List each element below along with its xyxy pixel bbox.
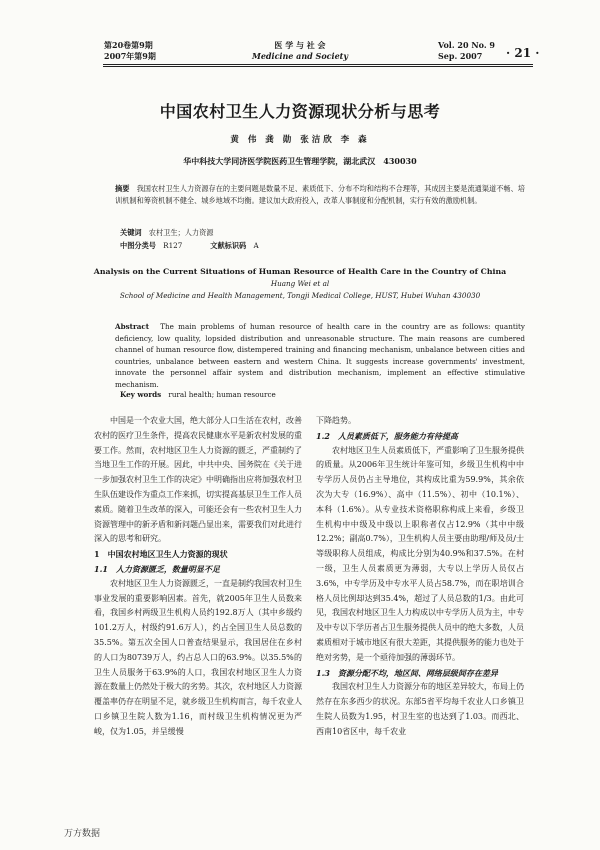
- clc-value: R127: [163, 241, 183, 250]
- keywords-en: [120, 389, 276, 400]
- keywords-en-text: rural health; human resource: [168, 390, 276, 399]
- header-rule-thin: [103, 66, 533, 67]
- body-column-right: [316, 414, 524, 740]
- abstract-en-text: The main problems of human resource of health care in the country are as follows: quantity deficiency, low quality, lopsided distribution and unreasonable structure. The main reasons are cumbered channel of human resource flow, distempered training and financing mechanism, unbalance between cities and countries, unbalance between eastern and western China. It suggests increase governments' investment, innovate the personnel affair system and distribution mechanism, implement an effective stimulative mechanism.: [115, 322, 525, 389]
- section-1-3-heading: 1.3 资源分配不均，地区间、网络层级间存在差异: [316, 667, 498, 678]
- clc-label: 中图分类号: [120, 241, 156, 250]
- journal-name-en: Medicine and Society: [251, 51, 348, 61]
- volume-issue-cn: 第20卷第9期: [104, 40, 153, 50]
- english-affiliation: School of Medicine and Health Management, Tongji Medical College, HUST, Hubei Wuhan 430030: [119, 291, 481, 300]
- section-1-2-heading: 1.2 人员素质低下，服务能力有待提高: [316, 430, 458, 441]
- header-volume-en: [438, 40, 495, 62]
- page-number: · 21 ·: [506, 46, 540, 60]
- keywords-cn: [120, 227, 213, 238]
- volume-issue-en: Vol. 20 No. 9: [438, 40, 495, 50]
- keywords-en-label: Key words: [120, 390, 162, 399]
- doc-code-label: 文献标识码: [210, 241, 247, 250]
- header-rule-thick: [103, 64, 533, 65]
- abstract-en: [115, 321, 525, 390]
- abstract-cn-text: 我国农村卫生人力资源存在的主要问题是数量不足、素质低下、分布不均和结构不合理等，其成因主要是流通渠道不畅、培训机制和筹资机制不健全、城乡地域不均衡。建议加大政府投入，改革人事制度和分配机制，实行有效的激励机制。: [115, 184, 525, 205]
- journal-name-cn: 医 学 与 社 会: [274, 40, 326, 50]
- abstract-cn: [115, 183, 525, 206]
- intro-paragraph: 中国是一个农业大国，绝大部分人口生活在农村，改善农村的医疗卫生条件，提高农民健康水平是新农村发展的重要工作。然而，农村地区卫生人力资源的匮乏，严重制约了当地卫生工作的开展。因此，中共中央、国务院在《关于进一步加强农村卫生工作的决定》中明确指出应将加强农村卫生队伍建设作为重点工作来抓，切实提高基层卫生工作人员素质。随着卫生改革的深入，可能还会有一些农村卫生人力资源管理中的新矛盾和新问题凸显出来，需要我们对此进行深入的思考和研究。: [94, 416, 302, 544]
- section-1-3-paragraph: 我国农村卫生人力资源分布的地区差异较大，布局上仍然存在东多西少的状况。东部5省平均每千农业人口乡镇卫生院人员数为1.95，村卫生室的也达到了1.03。而西北、西南10省区中，每千农业: [316, 682, 524, 736]
- keywords-cn-text: 农村卫生；人力资源: [148, 228, 214, 237]
- authors: 黄 伟 龚 勋 张洁欣 李 森: [230, 135, 370, 145]
- keywords-cn-label: 关键词: [120, 228, 142, 237]
- abstract-cn-label: 摘要: [115, 184, 130, 193]
- section-1-1-paragraph: 农村地区卫生人力资源匮乏，一直是制约我国农村卫生事业发展的重要影响因素。首先，就2005年卫生人员数来看，我国乡村两级卫生机构人员约192.8万人（其中乡级约101.2万人，村级约91.6万人），约占全国卫生人员总数的35.5%。第五次全国人口普查结果显示，我国居住在乡村的人口为80739万人，约占总人口的63.9%。以35.5%的卫生人员服务于63.9%的人口，我国农村地区卫生人力资源在数量上仍然处于极大的劣势。其次，农村地区人力资源覆盖率仍存在明显不足，就乡级卫生机构而言，每千农业人口乡镇卫生院人数为1.16，而村级卫生机构情况更为严峻，仅为1.05，并呈缓慢: [94, 578, 302, 736]
- year-issue-cn: 2007年第9期: [104, 51, 156, 61]
- english-title: Analysis on the Current Situations of Human Resource of Health Care in the Country of China: [93, 267, 507, 276]
- abstract-en-label: Abstract: [115, 322, 150, 331]
- continued-text: 下降趋势。: [316, 416, 356, 425]
- doc-code-value: A: [253, 241, 259, 250]
- affiliation: 华中科技大学同济医学院医药卫生管理学院，湖北武汉 430030: [183, 156, 417, 166]
- section-1-heading: 1 中国农村地区卫生人力资源的现状: [94, 549, 228, 560]
- body-column-left: [94, 414, 302, 740]
- footer-watermark: 万方数据: [64, 829, 101, 839]
- article-title: 中国农村卫生人力资源现状分析与思考: [159, 102, 441, 121]
- date-en: Sep. 2007: [438, 51, 483, 61]
- section-1-2-paragraph: 农村地区卫生人员素质低下，严重影响了卫生服务提供的质量。从2006年卫生统计年鉴可知，乡级卫生机构中中专学历人员仍占主导地位，其构成比重为59.9%，其余依次为大专（16.9%）、高中（11.5%）、初中（10.1%）、本科（1.6%）。从专业技术资格职称构成上来看，乡级卫生机构中中级及中级以上职称者仅占12.9%（其中中级12.2%；副高0.7%），卫生机构人员主要由助理/师及员/士等级职称人员组成，构成比分别为40.9%和37.5%。在村一级，卫生人员素质更为薄弱，大专以上学历人员仅占3.6%，中专学历及中专水平人员占58.7%，而在职培训合格人员比例却达到35.4%，超过了人员总数的1/3。由此可见，我国农村地区卫生人力构成以中专学历人员为主，中专及中专以下学历者占卫生服务提供人员中的绝大多数，人员素质相对于城市地区有很大差距，其提供服务的能力也处于绝对劣势，是一个亟待加强的薄弱环节。: [316, 445, 524, 662]
- english-authors: Huang Wei et al: [270, 279, 330, 288]
- classification-line: [120, 240, 259, 251]
- section-1-1-heading: 1.1 人力资源匮乏，数量明显不足: [94, 563, 220, 574]
